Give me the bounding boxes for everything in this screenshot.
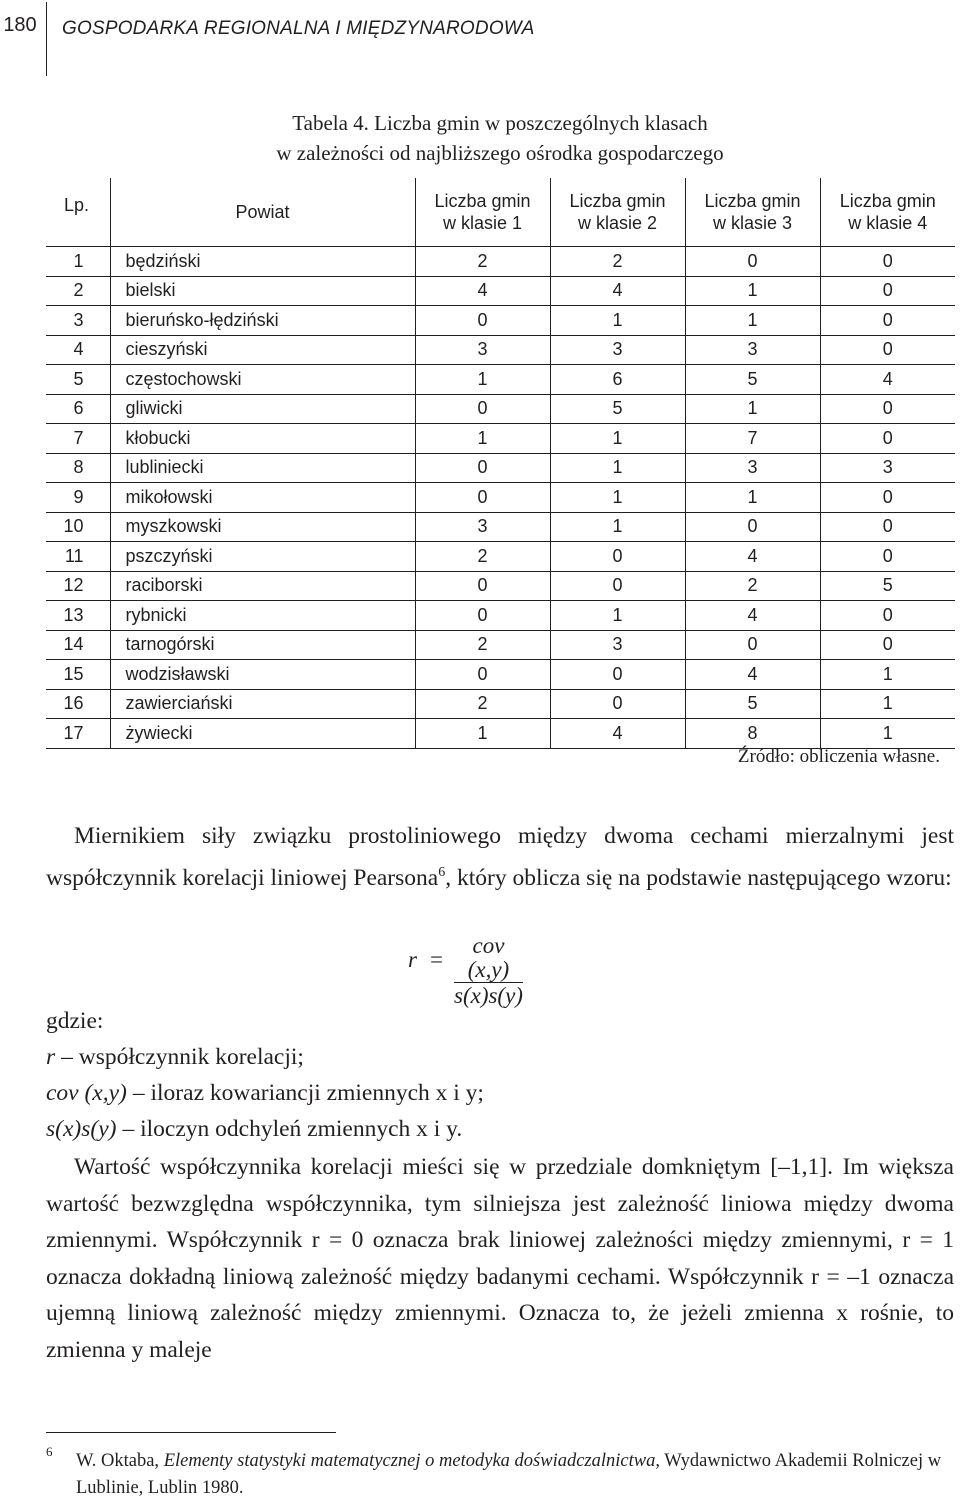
table-caption-line-2: w zależności od najbliższego ośrodka gospodarczego xyxy=(276,141,724,165)
definition-sxsy xyxy=(46,1116,462,1143)
class-1-count: 1 xyxy=(415,424,550,454)
class-3-count: 4 xyxy=(685,542,820,572)
class-3-count: 1 xyxy=(685,394,820,424)
class-3-count: 0 xyxy=(685,512,820,542)
class-4-count: 0 xyxy=(820,601,955,631)
table-row xyxy=(46,512,955,542)
class-3-count: 1 xyxy=(685,483,820,513)
class-3-count: 7 xyxy=(685,424,820,454)
row-number: 5 xyxy=(46,365,110,395)
class-3-count: 3 xyxy=(685,335,820,365)
powiat-name: wodzisławski xyxy=(110,660,415,690)
powiat-name: mikołowski xyxy=(110,483,415,513)
table-row xyxy=(46,424,955,454)
class-4-count: 0 xyxy=(820,630,955,660)
table-row xyxy=(46,306,955,336)
powiat-name: kłobucki xyxy=(110,424,415,454)
class-3-count: 8 xyxy=(685,719,820,749)
paragraph-correlation-range: Wartość współczynnika korelacji mieści się w przedziale domkniętym [–1,1]. Im większa wartość bezwzględna współczynnika, tym silniejsza jest zależność liniowa między dwoma zmiennymi. Współczynnik r = 0 oznacza brak liniowej zależności między zmiennymi, r = 1 oznacza dokładną liniową zależność między badanymi cechami. Współczynnik r = –1 oznacza ujemną liniową zależność między zmiennymi. Oznacza to, że jeżeli zmienna x rośnie, to zmienna y maleje xyxy=(46,1154,954,1363)
class-4-count: 4 xyxy=(820,365,955,395)
class-4-count: 0 xyxy=(820,394,955,424)
table-row xyxy=(46,365,955,395)
powiat-name: cieszyński xyxy=(110,335,415,365)
class-4-count: 0 xyxy=(820,335,955,365)
footnote-reference: 6 xyxy=(438,864,446,880)
class-1-count: 1 xyxy=(415,719,550,749)
row-number: 11 xyxy=(46,542,110,572)
class-1-count: 4 xyxy=(415,276,550,306)
definition-term: r xyxy=(46,1044,56,1070)
class-1-count: 2 xyxy=(415,689,550,719)
table-source: Źródło: obliczenia własne. xyxy=(737,746,940,767)
row-number: 1 xyxy=(46,247,110,277)
class-2-count: 5 xyxy=(550,394,685,424)
class-2-count: 4 xyxy=(550,719,685,749)
table-row xyxy=(46,335,955,365)
class-3-count: 5 xyxy=(685,365,820,395)
class-1-count: 2 xyxy=(415,630,550,660)
header-lp: Lp. xyxy=(46,178,110,247)
class-1-count: 2 xyxy=(415,247,550,277)
class-1-count: 0 xyxy=(415,571,550,601)
powiat-name: żywiecki xyxy=(110,719,415,749)
row-number: 7 xyxy=(46,424,110,454)
table-row xyxy=(46,453,955,483)
table-row xyxy=(46,542,955,572)
row-number: 14 xyxy=(46,630,110,660)
class-3-count: 5 xyxy=(685,689,820,719)
header-class-3-line-1: Liczba gmin xyxy=(704,191,801,211)
class-4-count: 0 xyxy=(820,276,955,306)
row-number: 12 xyxy=(46,571,110,601)
class-2-count: 1 xyxy=(550,424,685,454)
class-3-count: 3 xyxy=(685,453,820,483)
row-number: 10 xyxy=(46,512,110,542)
powiat-name: gliwicki xyxy=(110,394,415,424)
class-4-count: 5 xyxy=(820,571,955,601)
table-row xyxy=(46,483,955,513)
row-number: 15 xyxy=(46,660,110,690)
class-3-count: 0 xyxy=(685,247,820,277)
paragraph-text-cont: , który oblicza się na podstawie następującego wzoru: xyxy=(445,864,952,891)
formula-denominator: s(x)s(y) xyxy=(454,983,523,1008)
running-title: GOSPODARKA REGIONALNA I MIĘDZYNARODOWA xyxy=(62,18,535,39)
class-4-count: 1 xyxy=(820,660,955,690)
formula-lhs: r xyxy=(408,947,417,972)
powiat-name: myszkowski xyxy=(110,512,415,542)
class-3-count: 1 xyxy=(685,276,820,306)
class-2-count: 0 xyxy=(550,660,685,690)
class-1-count: 1 xyxy=(415,365,550,395)
powiat-name: częstochowski xyxy=(110,365,415,395)
powiat-name: tarnogórski xyxy=(110,630,415,660)
table-row xyxy=(46,660,955,690)
class-1-count: 0 xyxy=(415,660,550,690)
class-3-count: 1 xyxy=(685,306,820,336)
definition-desc: – współczynnik korelacji; xyxy=(61,1044,304,1070)
class-4-count: 1 xyxy=(820,689,955,719)
footnote xyxy=(76,1448,956,1502)
class-2-count: 1 xyxy=(550,601,685,631)
class-4-count: 3 xyxy=(820,453,955,483)
class-1-count: 0 xyxy=(415,601,550,631)
row-number: 16 xyxy=(46,689,110,719)
formula-numerator: cov (x,y) xyxy=(454,934,523,983)
class-1-count: 0 xyxy=(415,453,550,483)
class-3-count: 4 xyxy=(685,601,820,631)
header-class-4 xyxy=(820,178,955,247)
header-class-4-line-1: Liczba gmin xyxy=(839,191,936,211)
class-3-count: 4 xyxy=(685,660,820,690)
class-2-count: 1 xyxy=(550,512,685,542)
footnote-title: Elementy statystyki matematycznej o metodyka doświadczalnictwa xyxy=(163,1451,656,1471)
footnote-publisher: , Wydawnictwo Akademii Rolniczej w Lublinie, Lublin 1980. xyxy=(76,1451,942,1498)
definition-term: s(x)s(y) xyxy=(46,1116,117,1142)
table-row xyxy=(46,630,955,660)
header-powiat: Powiat xyxy=(110,178,415,247)
powiat-name: bieruńsko-łędziński xyxy=(110,306,415,336)
class-2-count: 2 xyxy=(550,247,685,277)
row-number: 2 xyxy=(46,276,110,306)
powiat-name: zawierciański xyxy=(110,689,415,719)
paragraph-pearson-intro xyxy=(46,818,954,896)
row-number: 4 xyxy=(46,335,110,365)
class-1-count: 3 xyxy=(415,335,550,365)
footnote-number: 6 xyxy=(46,1444,53,1459)
definition-r xyxy=(46,1044,304,1071)
row-number: 17 xyxy=(46,719,110,749)
row-number: 8 xyxy=(46,453,110,483)
formula-fraction xyxy=(454,934,523,1009)
header-class-1 xyxy=(415,178,550,247)
table-row xyxy=(46,601,955,631)
row-number: 6 xyxy=(46,394,110,424)
class-2-count: 3 xyxy=(550,630,685,660)
class-2-count: 0 xyxy=(550,542,685,572)
table-row xyxy=(46,571,955,601)
class-4-count: 0 xyxy=(820,483,955,513)
class-4-count: 1 xyxy=(820,719,955,749)
class-1-count: 0 xyxy=(415,306,550,336)
row-number: 13 xyxy=(46,601,110,631)
definition-cov xyxy=(46,1080,484,1107)
class-2-count: 4 xyxy=(550,276,685,306)
table-row xyxy=(46,719,955,749)
header-class-2 xyxy=(550,178,685,247)
class-1-count: 0 xyxy=(415,483,550,513)
table-row xyxy=(46,276,955,306)
class-2-count: 1 xyxy=(550,306,685,336)
header-divider xyxy=(46,2,47,76)
table-header-row xyxy=(46,178,955,247)
header-class-3 xyxy=(685,178,820,247)
class-2-count: 0 xyxy=(550,689,685,719)
header-class-2-line-1: Liczba gmin xyxy=(569,191,666,211)
class-2-count: 6 xyxy=(550,365,685,395)
header-class-1-line-1: Liczba gmin xyxy=(434,191,531,211)
header-class-1-line-2: w klasie 1 xyxy=(442,213,523,233)
class-1-count: 0 xyxy=(415,394,550,424)
table-row xyxy=(46,247,955,277)
powiat-name: rybnicki xyxy=(110,601,415,631)
class-4-count: 0 xyxy=(820,306,955,336)
class-3-count: 0 xyxy=(685,630,820,660)
class-4-count: 0 xyxy=(820,512,955,542)
formula-equals: = xyxy=(430,947,443,972)
class-4-count: 0 xyxy=(820,424,955,454)
powiat-name: pszczyński xyxy=(110,542,415,572)
where-label: gdzie: xyxy=(46,1008,104,1034)
row-number: 9 xyxy=(46,483,110,513)
definition-desc: – iloczyn odchyleń zmiennych x i y. xyxy=(122,1116,463,1142)
powiat-name: lubliniecki xyxy=(110,453,415,483)
gminy-classes-table xyxy=(46,178,955,749)
class-1-count: 3 xyxy=(415,512,550,542)
class-2-count: 1 xyxy=(550,483,685,513)
class-2-count: 0 xyxy=(550,571,685,601)
definition-desc: – iloraz kowariancji zmiennych x i y; xyxy=(132,1080,484,1106)
table-row xyxy=(46,394,955,424)
header-class-3-line-2: w klasie 3 xyxy=(712,213,793,233)
header-class-2-line-2: w klasie 2 xyxy=(577,213,658,233)
row-number: 3 xyxy=(46,306,110,336)
class-4-count: 0 xyxy=(820,542,955,572)
powiat-name: będziński xyxy=(110,247,415,277)
table-body xyxy=(46,247,955,749)
page-number: 180 xyxy=(3,14,37,36)
footnote-author: W. Oktaba, xyxy=(76,1451,164,1471)
class-3-count: 2 xyxy=(685,571,820,601)
footnote-divider xyxy=(46,1432,336,1433)
paragraph-text: Miernikiem siły związku prostoliniowego między dwoma cechami mierzalnymi jest współczynnik korelacji liniowej Pearsona xyxy=(46,823,954,891)
powiat-name: raciborski xyxy=(110,571,415,601)
header-class-4-line-2: w klasie 4 xyxy=(848,213,928,233)
class-4-count: 0 xyxy=(820,247,955,277)
powiat-name: bielski xyxy=(110,276,415,306)
class-2-count: 1 xyxy=(550,453,685,483)
table-caption-line-1: Tabela 4. Liczba gmin w poszczególnych klasach xyxy=(292,111,708,135)
class-1-count: 2 xyxy=(415,542,550,572)
class-2-count: 3 xyxy=(550,335,685,365)
table-row xyxy=(46,689,955,719)
definition-term: cov (x,y) xyxy=(46,1080,127,1106)
